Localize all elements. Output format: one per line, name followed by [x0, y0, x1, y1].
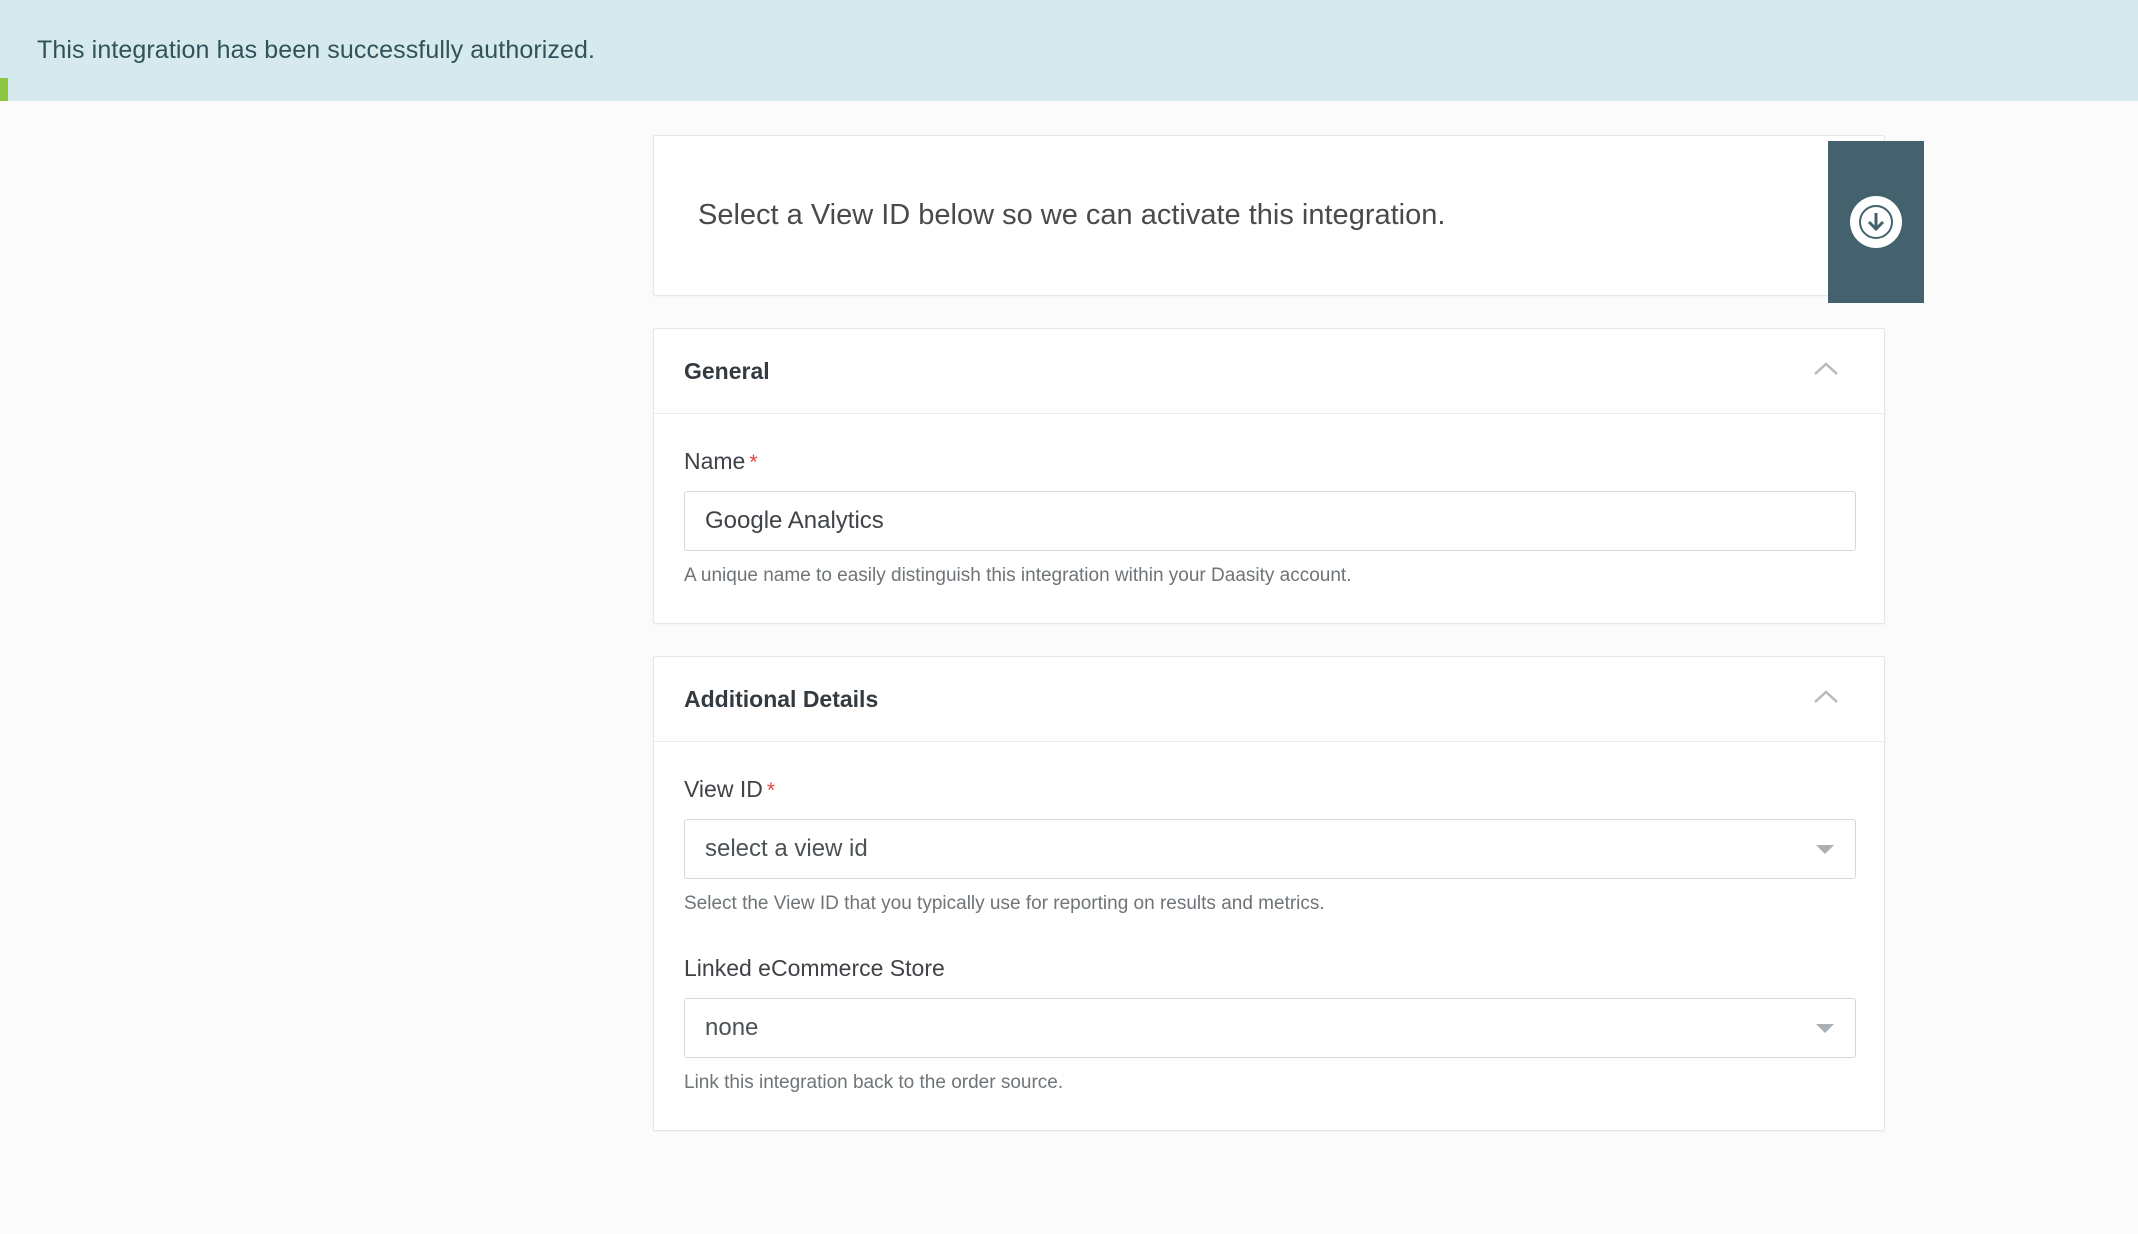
field-spacer: [684, 915, 1854, 955]
section-general-header[interactable]: [654, 329, 1884, 414]
name-input[interactable]: [684, 491, 1856, 551]
linked-store-helper-text: Link this integration back to the order source.: [684, 1072, 1064, 1093]
view-id-required-marker: *: [766, 779, 776, 802]
section-additional-details-body: [654, 742, 1884, 1130]
section-additional-details-header[interactable]: [654, 657, 1884, 742]
section-additional-details-title: Additional Details: [684, 685, 879, 712]
banner-message: This integration has been successfully authorized.: [37, 36, 596, 64]
section-additional-details: [653, 656, 1885, 1131]
activation-callout: [653, 135, 1885, 296]
view-id-select-wrapper: [684, 819, 1856, 879]
callout-message: Select a View ID below so we can activate this integration.: [698, 199, 1446, 231]
name-required-marker: *: [749, 451, 758, 474]
name-field-label: [684, 448, 1854, 475]
name-label-text: Name: [684, 448, 746, 474]
content-column: [653, 135, 1885, 1131]
download-badge[interactable]: [1828, 141, 1924, 303]
view-id-label-text: View ID: [684, 776, 763, 802]
linked-store-select[interactable]: [684, 998, 1856, 1058]
chevron-up-icon[interactable]: [1812, 688, 1840, 711]
view-id-select[interactable]: [684, 819, 1856, 879]
section-general: [653, 328, 1885, 624]
page-body: [0, 101, 2138, 1234]
section-general-title: General: [684, 357, 770, 384]
banner-accent-bar: [0, 78, 8, 101]
linked-store-selected-value: none: [705, 1014, 759, 1041]
section-general-body: [654, 414, 1884, 623]
linked-store-label-text: Linked eCommerce Store: [684, 955, 945, 981]
success-banner: [0, 0, 2138, 101]
view-id-field-label: [684, 776, 1854, 803]
name-helper-text: A unique name to easily distinguish this integration within your Daasity account.: [684, 565, 1352, 586]
linked-store-field-label: [684, 955, 1854, 982]
view-id-helper-text: Select the View ID that you typically use for reporting on results and metrics.: [684, 893, 1325, 914]
view-id-selected-value: select a view id: [705, 835, 868, 862]
download-arrow-icon: [1850, 196, 1902, 248]
linked-store-select-wrapper: [684, 998, 1856, 1058]
chevron-up-icon[interactable]: [1812, 360, 1840, 383]
